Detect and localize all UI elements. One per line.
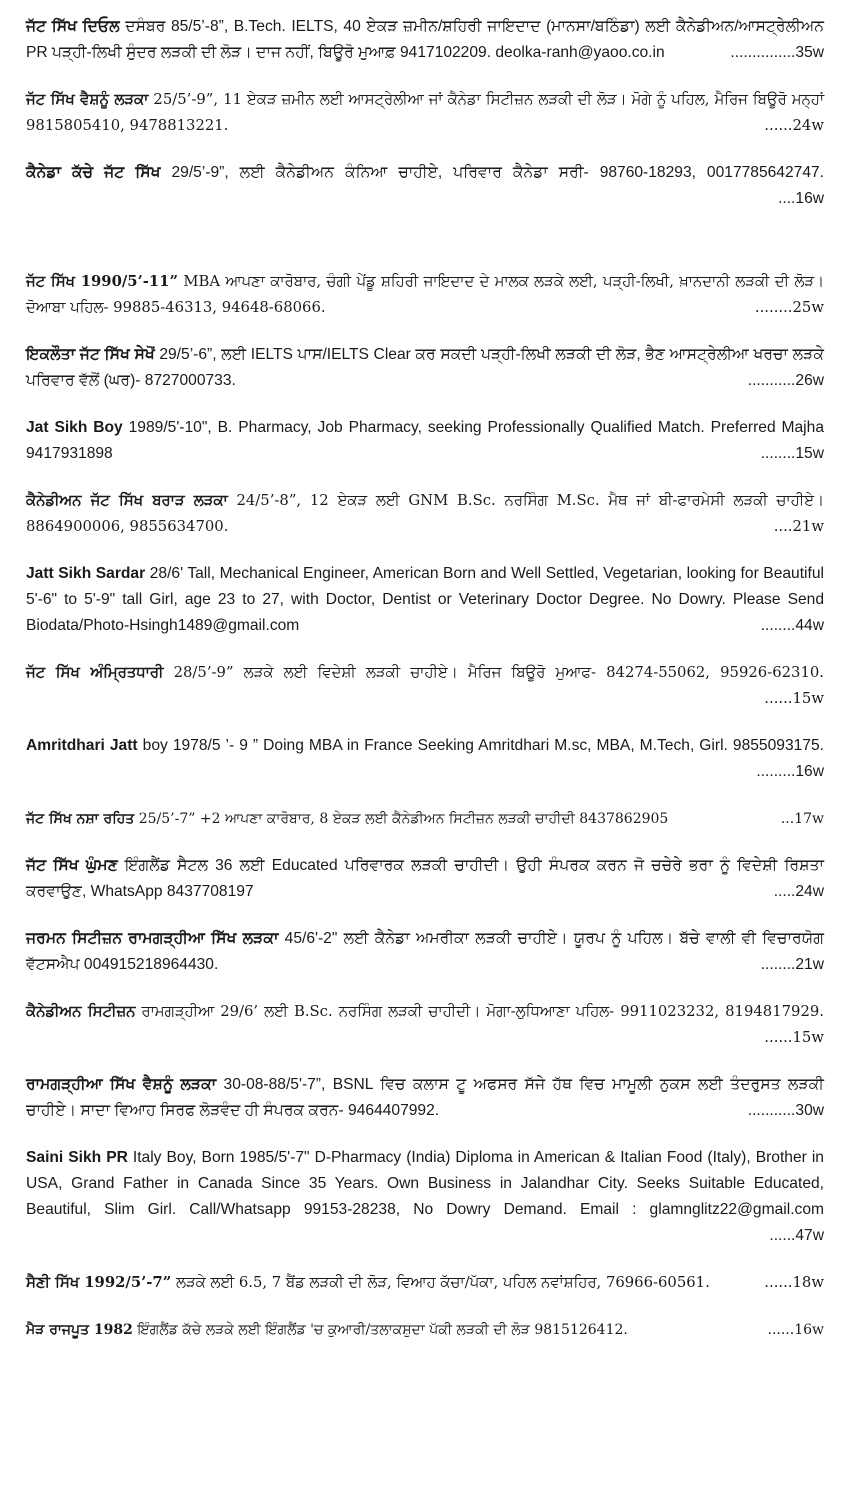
matrimonial-ad xyxy=(26,342,824,394)
ad-code: ........25w xyxy=(749,295,824,321)
ad-heading: ਕੈਨੇਡਾ ਕੱਚੇ ਜੱਟ ਸਿੱਖ xyxy=(26,164,161,181)
matrimonial-ad xyxy=(26,1072,824,1124)
matrimonial-ad xyxy=(26,999,824,1051)
matrimonial-ad xyxy=(26,660,824,712)
ad-text: 25/5’-9”, 11 ਏਕੜ ਜ਼ਮੀਨ ਲਈ ਆਸਟ੍ਰੇਲੀਆ ਜਾਂ ਕੈਨੇਡਾ ਸਿਟੀਜ਼ਨ ਲੜਕੀ ਦੀ ਲੋੜ। ਮੋਗੇ ਨੂੰ ਪਹਿਲ, ਮੈਰਿਜ ਬਿਊਰੋ ਮਨ੍ਹਾਂ 9815805410, 9478813221. xyxy=(26,91,825,134)
ad-heading: ਜੱਟ ਸਿੱਖ ਦਿਓਲ xyxy=(26,18,120,35)
ad-heading: ਕੈਨੇਡੀਅਨ ਸਿਟੀਜ਼ਨ xyxy=(26,1003,136,1020)
ad-code: ....21w xyxy=(768,514,824,540)
matrimonial-ad xyxy=(26,806,824,832)
ad-text: 45/6'-2" ਲਈ ਕੈਨੇਡਾ ਅਮਰੀਕਾ ਲੜਕੀ ਚਾਹੀਏ। ਯੂਰਪ ਨੂੰ ਪਹਿਲ। ਬੱਚੇ ਵਾਲੀ ਵੀ ਵਿਚਾਰਯੋਗ ਵੱਟਸਐਪ 004915218964430. xyxy=(26,930,824,973)
ad-code: ....16w xyxy=(772,186,824,212)
matrimonial-ad xyxy=(26,853,824,905)
matrimonial-ad xyxy=(26,14,824,66)
ad-heading: Jat Sikh Boy xyxy=(26,419,123,436)
matrimonial-ad xyxy=(26,926,824,978)
ad-code: ...........26w xyxy=(742,368,824,394)
matrimonial-ad xyxy=(26,269,824,321)
matrimonial-ad xyxy=(26,87,824,139)
matrimonial-ad xyxy=(26,1145,824,1249)
ad-text: 30-08-88/5'-7”, BSNL ਵਿਚ ਕਲਾਸ ਟੂ ਅਫਸਰ ਸੱਜੇ ਹੱਥ ਵਿਚ ਮਾਮੂਲੀ ਨੁਕਸ ਲਈ ਤੰਦਰੁਸਤ ਲੜਕੀ ਚਾਹੀਏ। ਸਾਦਾ ਵਿਆਹ ਸਿਰਫ ਲੋੜਵੰਦ ਹੀ ਸੰਪਰਕ ਕਰਨ- 9464407992. xyxy=(26,1076,824,1119)
matrimonial-ad xyxy=(26,733,824,785)
ad-heading: Saini Sikh PR xyxy=(26,1149,128,1166)
ad-code: .....24w xyxy=(768,879,824,905)
ad-text: 28/5’-9” ਲੜਕੇ ਲਈ ਵਿਦੇਸ਼ੀ ਲੜਕੀ ਚਾਹੀਏ। ਮੈਰਿਜ ਬਿਊਰੋ ਮੁਆਫ- 84274-55062, 95926-62310. xyxy=(163,664,824,681)
ad-code: ........21w xyxy=(755,952,824,978)
ad-text: Italy Boy, Born 1985/5'-7" D-Pharmacy (India) Diploma in American & Italian Food (Italy), Brother in USA, Grand Father in Canada Since 35 Years. Own Business in Jalandhar City. Seeks Suitable Educated, Beautiful, Slim Girl. Call/Whatsapp 99153-28238, No Dowry Demand. Email : glamnglitz22@gmail.com xyxy=(26,1149,824,1218)
ad-heading: ਕੈਨੇਡੀਅਨ ਜੱਟ ਸਿੱਖ ਬਰਾੜ ਲੜਕਾ xyxy=(26,492,228,509)
ad-text: 29/5’-6”, ਲਈ IELTS ਪਾਸ/IELTS Clear ਕਰ ਸਕਦੀ ਪੜ੍ਹੀ-ਲਿਖੀ ਲੜਕੀ ਦੀ ਲੋੜ, ਭੈਣ ਆਸਟ੍ਰੇਲੀਆ ਖਰਚਾ ਲੜਕੇ ਪਰਿਵਾਰ ਵੱਲੋਂ (ਘਰ)- 8727000733. xyxy=(26,346,824,389)
matrimonial-ad xyxy=(26,160,824,212)
ad-text: ਲੜਕੇ ਲਈ 6.5, 7 ਬੈਂਡ ਲੜਕੀ ਦੀ ਲੋੜ, ਵਿਆਹ ਕੱਚਾ/ਪੱਕਾ, ਪਹਿਲ ਨਵਾਂਸ਼ਹਿਰ, 76966-60561. xyxy=(171,1274,710,1291)
ad-text: boy 1978/5 ’- 9 ” Doing MBA in France Seeking Amritdhari M.sc, MBA, M.Tech, Girl. 9855093175. xyxy=(137,737,824,754)
ad-heading: ਮੈੜ ਰਾਜਪੂਤ 1982 xyxy=(26,1322,133,1338)
ad-text: ਇੰਗਲੈਂਡ ਕੱਚੇ ਲੜਕੇ ਲਈ ਇੰਗਲੈਂਡ 'ਚ ਕੁਆਰੀ/ਤਲਾਕਸ਼ੁਦਾ ਪੱਕੀ ਲੜਕੀ ਦੀ ਲੋੜ 9815126412. xyxy=(132,1322,628,1338)
matrimonial-ad xyxy=(26,488,824,540)
ad-code: ......16w xyxy=(762,1317,825,1343)
ad-code: ......18w xyxy=(758,1270,824,1296)
ad-code: ........44w xyxy=(755,613,824,639)
ad-code: .........16w xyxy=(750,759,824,785)
matrimonial-ad xyxy=(26,1270,824,1296)
ad-heading: ਇਕਲੌਤਾ ਜੱਟ ਸਿੱਖ ਸੇਖੋਂ xyxy=(26,346,155,363)
ad-text: ਦਸੰਬਰ 85/5’-8”, B.Tech. IELTS, 40 ਏਕੜ ਜ਼ਮੀਨ/ਸ਼ਹਿਰੀ ਜਾਇਦਾਦ (ਮਾਨਸਾ/ਬਠਿੰਡਾ) ਲਈ ਕੈਨੇਡੀਅਨ/ਆਸਟ੍ਰੇਲੀਅਨ PR ਪੜ੍ਹੀ-ਲਿਖੀ ਸੁੰਦਰ ਲੜਕੀ ਦੀ ਲੋੜ। ਦਾਜ ਨਹੀਂ, ਬਿਊਰੋ ਮੁਆਫ਼ 9417102209. deolka-ranh@yaoo.co.in xyxy=(26,18,824,61)
ad-text: 1989/5'-10", B. Pharmacy, Job Pharmacy, seeking Professionally Qualified Match. Preferred Majha 9417931898 xyxy=(26,419,824,462)
ad-heading: Jatt Sikh Sardar xyxy=(26,565,146,582)
ad-code: ...............35w xyxy=(724,40,824,66)
ad-heading: ਸੈਣੀ ਸਿੱਖ 1992/5’-7” xyxy=(26,1274,172,1291)
ad-code: ......24w xyxy=(758,113,824,139)
ad-heading: ਜੱਟ ਸਿੱਖ ਨਸ਼ਾ ਰਹਿਤ xyxy=(26,811,135,827)
ad-text: 29/5’-9”, ਲਈ ਕੈਨੇਡੀਅਨ ਕੰਨਿਆ ਚਾਹੀਏ, ਪਰਿਵਾਰ ਕੈਨੇਡਾ ਸਰੀ- 98760-18293, 0017785642747. xyxy=(160,164,824,181)
ad-text: MBA ਆਪਣਾ ਕਾਰੋਬਾਰ, ਚੰਗੀ ਪੇਂਡੂ ਸ਼ਹਿਰੀ ਜਾਇਦਾਦ ਦੇ ਮਾਲਕ ਲੜਕੇ ਲਈ, ਪੜ੍ਹੀ-ਲਿਖੀ, ਖ਼ਾਨਦਾਨੀ ਲੜਕੀ ਦੀ ਲੋੜ। ਦੋਆਬਾ ਪਹਿਲ- 99885-46313, 94648-68066. xyxy=(26,273,825,316)
ad-code: ...17w xyxy=(775,806,824,832)
ad-code: ........15w xyxy=(755,441,824,467)
ad-code: ......47w xyxy=(763,1223,824,1249)
matrimonial-ad xyxy=(26,1317,824,1343)
ad-text: ਇੰਗਲੈਂਡ ਸੈਟਲ 36 ਲਈ Educated ਪਰਿਵਾਰਕ ਲੜਕੀ ਚਾਹੀਦੀ। ਉਹੀ ਸੰਪਰਕ ਕਰਨ ਜੋ ਚਚੇਰੇ ਭਰਾ ਨੂੰ ਵਿਦੇਸ਼ੀ ਰਿਸ਼ਤਾ ਕਰਵਾਉਣ, WhatsApp 8437708197 xyxy=(26,857,824,900)
ad-code: ......15w xyxy=(758,1025,824,1051)
ad-heading: ਜੱਟ ਸਿੱਖ 1990/5’-11” xyxy=(26,273,178,290)
ad-text: 24/5’-8”, 12 ਏਕੜ ਲਈ GNM B.Sc. ਨਰਸਿੰਗ M.Sc. ਮੈਥ ਜਾਂ ਬੀ-ਫਾਰਮੇਸੀ ਲੜਕੀ ਚਾਹੀਏ। 8864900006, 9855634700. xyxy=(26,492,824,535)
ad-heading: ਜੱਟ ਸਿੱਖ ਵੈਸ਼ਨੂੰ ਲੜਕਾ xyxy=(26,91,149,108)
ad-heading: ਜੱਟ ਸਿੱਖ ਅੰਮ੍ਰਿਤਧਾਰੀ xyxy=(26,664,164,681)
ad-code: ...........30w xyxy=(742,1098,824,1124)
matrimonial-ad xyxy=(26,415,824,467)
ad-text: 25/5’-7” +2 ਆਪਣਾ ਕਾਰੋਬਾਰ, 8 ਏਕੜ ਲਈ ਕੈਨੇਡੀਅਨ ਸਿਟੀਜ਼ਨ ਲੜਕੀ ਚਾਹੀਦੀ 8437862905 xyxy=(134,811,669,827)
ad-heading: ਜਰਮਨ ਸਿਟੀਜ਼ਨ ਰਾਮਗੜ੍ਹੀਆ ਸਿੱਖ ਲੜਕਾ xyxy=(26,930,279,947)
ad-heading: Amritdhari Jatt xyxy=(26,737,138,754)
ad-text: ਰਾਮਗੜ੍ਹੀਆ 29/6’ ਲਈ B.Sc. ਨਰਸਿੰਗ ਲੜਕੀ ਚਾਹੀਦੀ। ਮੋਗਾ-ਲੁਧਿਆਣਾ ਪਹਿਲ- 9911023232, 8194817929. xyxy=(135,1003,824,1020)
ad-text: 28/6' Tall, Mechanical Engineer, American Born and Well Settled, Vegetarian, looking for Beautiful 5'-6" to 5'-9" tall Girl, age 23 to 27, with Doctor, Dentist or Veterinary Doctor Degree. No Dowry. Please Send Biodata/Photo-Hsingh1489@gmail.com xyxy=(26,565,824,634)
ad-code: ......15w xyxy=(758,686,824,712)
ad-heading: ਰਾਮਗੜ੍ਹੀਆ ਸਿੱਖ ਵੈਸ਼ਨੂੰ ਲੜਕਾ xyxy=(26,1076,217,1093)
matrimonial-ad xyxy=(26,561,824,639)
ad-heading: ਜੱਟ ਸਿੱਖ ਘੁੰਮਣ xyxy=(26,857,118,874)
